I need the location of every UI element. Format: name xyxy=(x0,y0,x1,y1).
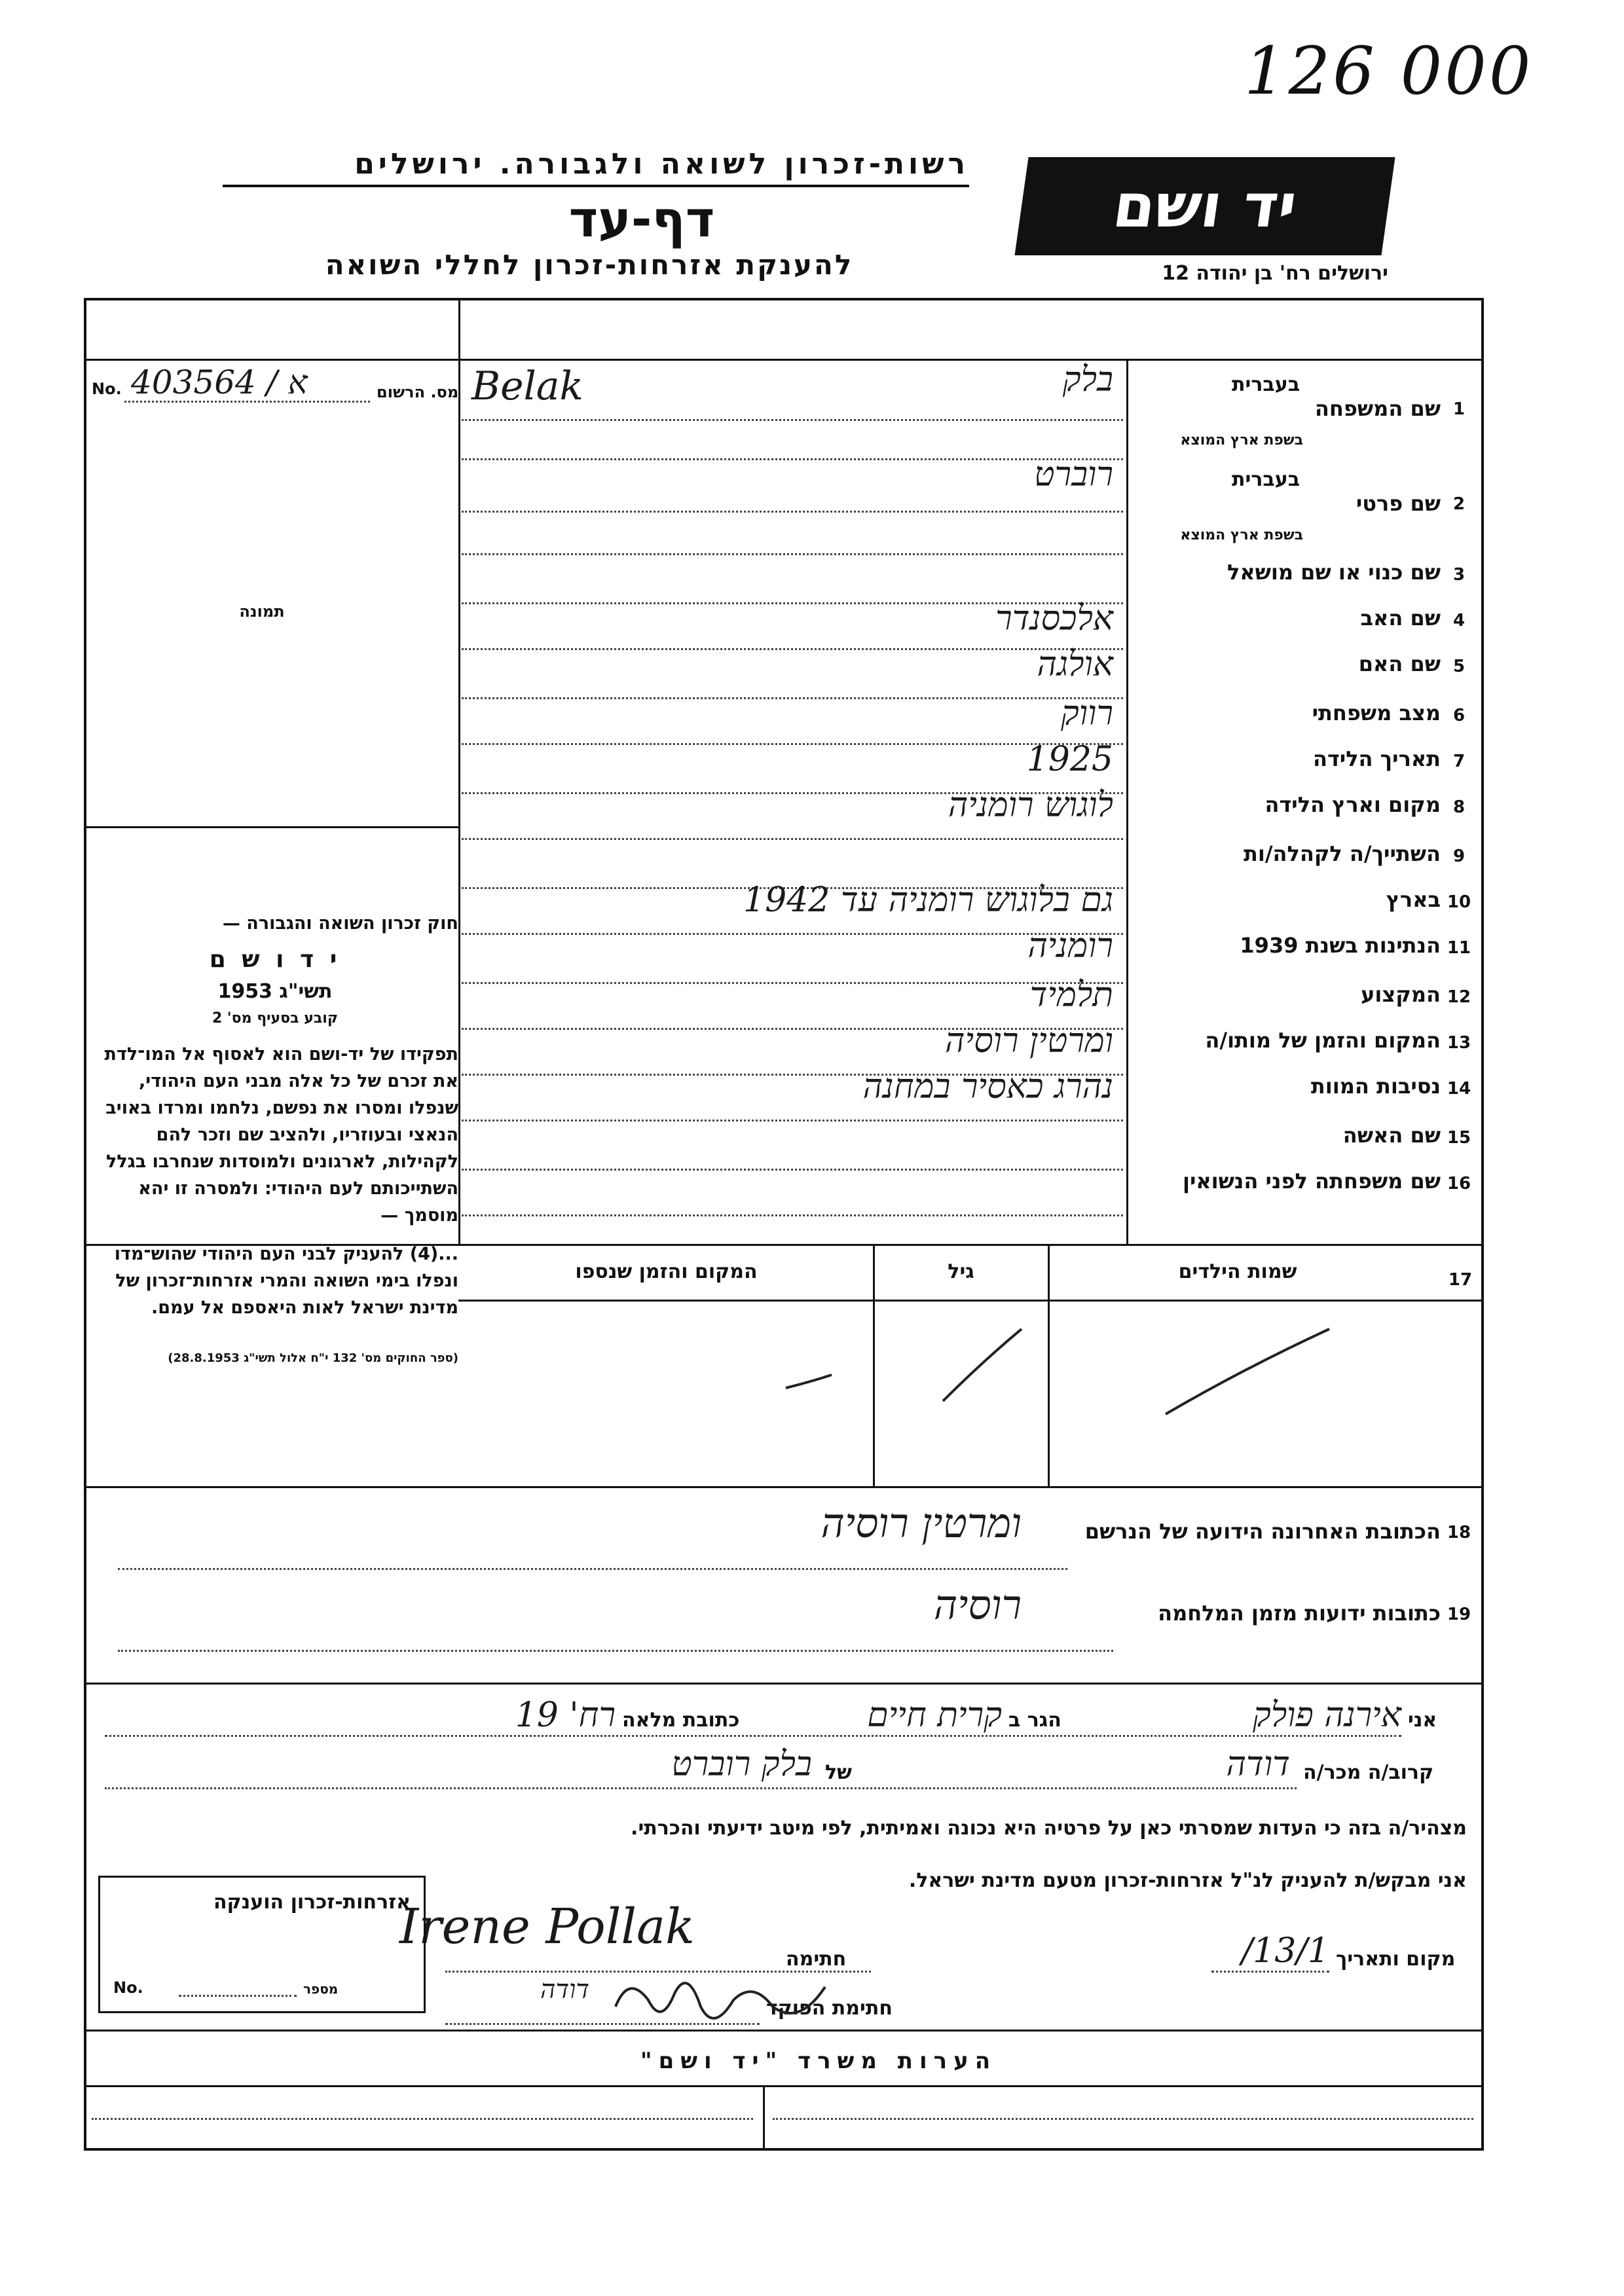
photo-bottom-rule xyxy=(84,826,460,828)
field-label: שם פרטי xyxy=(1356,491,1441,516)
field-label: שם כנוי או שם מושאל xyxy=(1227,560,1441,585)
field-number: 17 xyxy=(1448,1270,1473,1290)
place-date-value: 13/1/ xyxy=(1241,1931,1329,1971)
field-value: ומרטין רוסיה xyxy=(944,1021,1113,1061)
field-number: 14 xyxy=(1447,1079,1471,1099)
field-sublabel-local: בשפת ארץ המוצא xyxy=(1180,432,1303,448)
dotted-line xyxy=(105,1735,1401,1737)
field-label: השתייך/ה לקהלה/ות xyxy=(1243,841,1441,866)
dotted-line xyxy=(445,2023,760,2025)
field-value: אולגה xyxy=(1037,645,1113,684)
photo-label: תמונה xyxy=(239,602,285,621)
place-date-label: מקום ותאריך xyxy=(1336,1948,1456,1971)
declaration-statement: מצהיר/ה בזה כי העדות שמסרתי כאן על פרטיה היא נכונה ואמיתית, לפי מיטב ידיעתי והכרתי. xyxy=(631,1817,1467,1840)
dotted-line xyxy=(773,2118,1473,2120)
strike-mark xyxy=(1166,1329,1329,1414)
field-number: 10 xyxy=(1447,892,1471,912)
relation-label: קרוב/ה מכר/ה xyxy=(1303,1761,1434,1784)
left-column-divider xyxy=(458,298,460,1244)
signature-label: חתימה xyxy=(786,1948,847,1971)
field-value: לוגוש רומניה xyxy=(948,786,1113,825)
law-clause: קובע בסעיף מס' 2 xyxy=(212,1010,339,1027)
declarant-city: קרית חיים xyxy=(867,1696,1002,1735)
citizenship-stamp-box xyxy=(98,1876,426,2013)
field-value: רוברט xyxy=(1034,455,1113,494)
strike-mark xyxy=(786,1375,832,1388)
label-column-divider xyxy=(1126,359,1128,1244)
dotted-line xyxy=(462,1120,1123,1121)
title-underline xyxy=(223,185,969,187)
dotted-line xyxy=(462,511,1123,513)
field-value: ומרטין רוסיה xyxy=(821,1499,1022,1547)
law-title: חוק זכרון השואה והגבורה — xyxy=(222,913,458,934)
field-label: הנתינות בשנת 1939 xyxy=(1240,933,1441,958)
field-number: 6 xyxy=(1452,706,1466,725)
field-number: 7 xyxy=(1452,752,1466,771)
relation-person: בלק רוברט xyxy=(671,1745,812,1784)
field-number: 11 xyxy=(1447,938,1471,958)
remarks-title: הערות משרד "יד ושם" xyxy=(640,2048,997,2074)
official-signature-scribble xyxy=(602,1967,838,2039)
field-number: 15 xyxy=(1447,1128,1471,1148)
law-block xyxy=(92,910,458,1372)
declaration-top-rule xyxy=(84,1683,1484,1685)
children-bottom-rule xyxy=(84,1486,1484,1488)
field-value-local: Belak xyxy=(471,363,583,409)
field-value: 1925 xyxy=(1026,740,1113,779)
dotted-line xyxy=(462,553,1123,555)
dotted-line xyxy=(124,401,370,403)
field-value: רומניה xyxy=(1027,926,1113,966)
law-text-1: תפקידו של יד-ושם הוא לאסוף אל המו־לדת את זכרם של כל אלה מבני העם היהודי, שנפלו ומסרו את נפשם, נלחמו ומרדו באויב הנאצי ובעוזריו, ולהציב שם וזכר להם לקהילות, לארגונים ולמוסדות שנחרבו בגלל השתייכותם לעם היהודי: ולמסרה זו יהא מוסמך — xyxy=(104,1044,458,1226)
children-strike-marks xyxy=(458,1303,1484,1486)
relation-value: דודה xyxy=(1226,1745,1290,1784)
law-name: י ד ו ש ם xyxy=(209,946,341,973)
field-label: שם משפחתה לפני הנשואין xyxy=(1182,1169,1441,1194)
strike-mark xyxy=(943,1329,1022,1401)
request-statement: אני מבקש/ת להעניק לנ"ל אזרחות-זכרון מטעם מדינת ישראל. xyxy=(908,1869,1467,1892)
field-label: שם האשה xyxy=(1342,1123,1441,1148)
field-value: אלכסנדר xyxy=(995,599,1113,638)
field-number: 3 xyxy=(1452,565,1466,585)
field-number: 4 xyxy=(1452,611,1466,630)
field-label: שם האב xyxy=(1360,606,1441,630)
official-signature: דודה xyxy=(540,1975,589,2005)
field-label: בארץ xyxy=(1386,887,1441,912)
field-sublabel-hebrew: בעברית xyxy=(1232,373,1300,396)
field-value: תלמיד xyxy=(1029,975,1113,1015)
form-subtitle: להענקת אזרחות-זכרון לחללי השואה xyxy=(325,249,854,281)
dotted-line xyxy=(462,1214,1123,1216)
children-place-header: המקום והזמן שנספו xyxy=(575,1260,758,1283)
registration-label-hebrew: מס. הרשום xyxy=(377,383,459,401)
field-sublabel-local: בשפת ארץ המוצא xyxy=(1180,527,1303,543)
field-number: 5 xyxy=(1452,657,1466,676)
field-label: המקום והזמן של מותו/ה xyxy=(1205,1028,1441,1053)
declarant-name: אירנה פולק xyxy=(1253,1696,1401,1735)
remarks-col-divider xyxy=(763,2085,765,2151)
field-label: מקום וארץ הלידה xyxy=(1264,792,1441,817)
yad-vashem-logo: יד ושם xyxy=(1014,157,1395,255)
stamp-box-no: No. xyxy=(113,1978,143,1997)
children-names-header: שמות הילדים xyxy=(1178,1260,1297,1283)
archive-number: 126 000 xyxy=(1244,33,1534,109)
dotted-line xyxy=(118,1568,1067,1570)
field-label: המקצוע xyxy=(1361,982,1441,1007)
remarks-header-rule xyxy=(84,2085,1484,2087)
field-number: 2 xyxy=(1452,494,1466,514)
dotted-line xyxy=(118,1650,1113,1652)
field-number: 13 xyxy=(1447,1033,1471,1053)
signature-stroke xyxy=(616,1983,825,2018)
dotted-line xyxy=(92,2118,753,2120)
field-label: מצב משפחתי xyxy=(1312,701,1441,725)
children-header-rule xyxy=(458,1300,1484,1302)
field-number: 18 xyxy=(1447,1523,1471,1542)
logo-address: ירושלים רח' בן יהודה 12 xyxy=(1162,262,1388,285)
registration-no-label: No. xyxy=(92,380,122,398)
dotted-line xyxy=(179,1995,297,1997)
field-value: גם בלוגוש רומניה עד 1942 xyxy=(743,881,1113,920)
declarant-signature: Irene Pollak xyxy=(399,1899,695,1955)
law-year: תשי"ג 1953 xyxy=(217,980,333,1003)
field-number: 19 xyxy=(1447,1605,1471,1624)
field-label: נסיבות המוות xyxy=(1310,1074,1441,1099)
field-sublabel-hebrew: בעברית xyxy=(1232,468,1300,491)
field-label: שם האם xyxy=(1358,651,1441,676)
field-label: שם המשפחה xyxy=(1314,396,1441,421)
dotted-line xyxy=(462,419,1123,421)
dotted-line xyxy=(462,1169,1123,1171)
law-gazette: (ספר החוקים מס' 132 י"ח אלול תשי"ג 28.8.1953) xyxy=(168,1351,458,1365)
field-number: 1 xyxy=(1452,399,1466,419)
children-age-header: גיל xyxy=(948,1260,974,1283)
registration-number: 403564 / א xyxy=(131,363,308,401)
law-text-2: ...(4) להעניק לבני העם היהודי שהוש־מדו ונפלו בימי השואה והמרי אזרחות־זכרון של מדינת ישראל לאות היאספם אל עמם. xyxy=(114,1244,458,1318)
form-title: דף-עד xyxy=(568,190,715,248)
stamp-box-title: אזרחות-זכרון הוענקה xyxy=(213,1891,411,1914)
authority-title: רשות-זכרון לשואה ולגבורה. ירושלים xyxy=(354,147,969,181)
field-label: תאריך הלידה xyxy=(1312,746,1441,771)
declaration-prefix: אני xyxy=(1408,1709,1437,1732)
dotted-line xyxy=(105,1787,1297,1789)
field-label: כתובות ידועות מזמן המלחמה xyxy=(1158,1601,1441,1626)
field-value: רוסיה xyxy=(933,1581,1022,1629)
field-number: 12 xyxy=(1447,987,1471,1007)
declarant-address: רח' 19 xyxy=(515,1696,616,1735)
official-signature-label: חתימת הפוקד xyxy=(766,1997,893,2020)
dotted-line xyxy=(1211,1971,1329,1973)
field-value: בלק xyxy=(1062,360,1113,399)
field-value: רווק xyxy=(1061,694,1113,733)
declaration-address-label: כתובת מלאה xyxy=(622,1709,740,1732)
dotted-line xyxy=(462,838,1123,840)
field-value: נהרג כאסיר במחנה xyxy=(862,1067,1113,1106)
field-number: 9 xyxy=(1452,847,1466,866)
declaration-resides-label: הגר ב xyxy=(1008,1709,1061,1732)
field-number: 8 xyxy=(1452,797,1466,817)
stamp-box-number-label: מספר xyxy=(303,1981,339,1997)
field-number: 16 xyxy=(1447,1174,1471,1194)
of-label: של xyxy=(825,1761,852,1784)
field-label: הכתובת האחרונה הידועה של הנרשם xyxy=(1084,1519,1441,1544)
